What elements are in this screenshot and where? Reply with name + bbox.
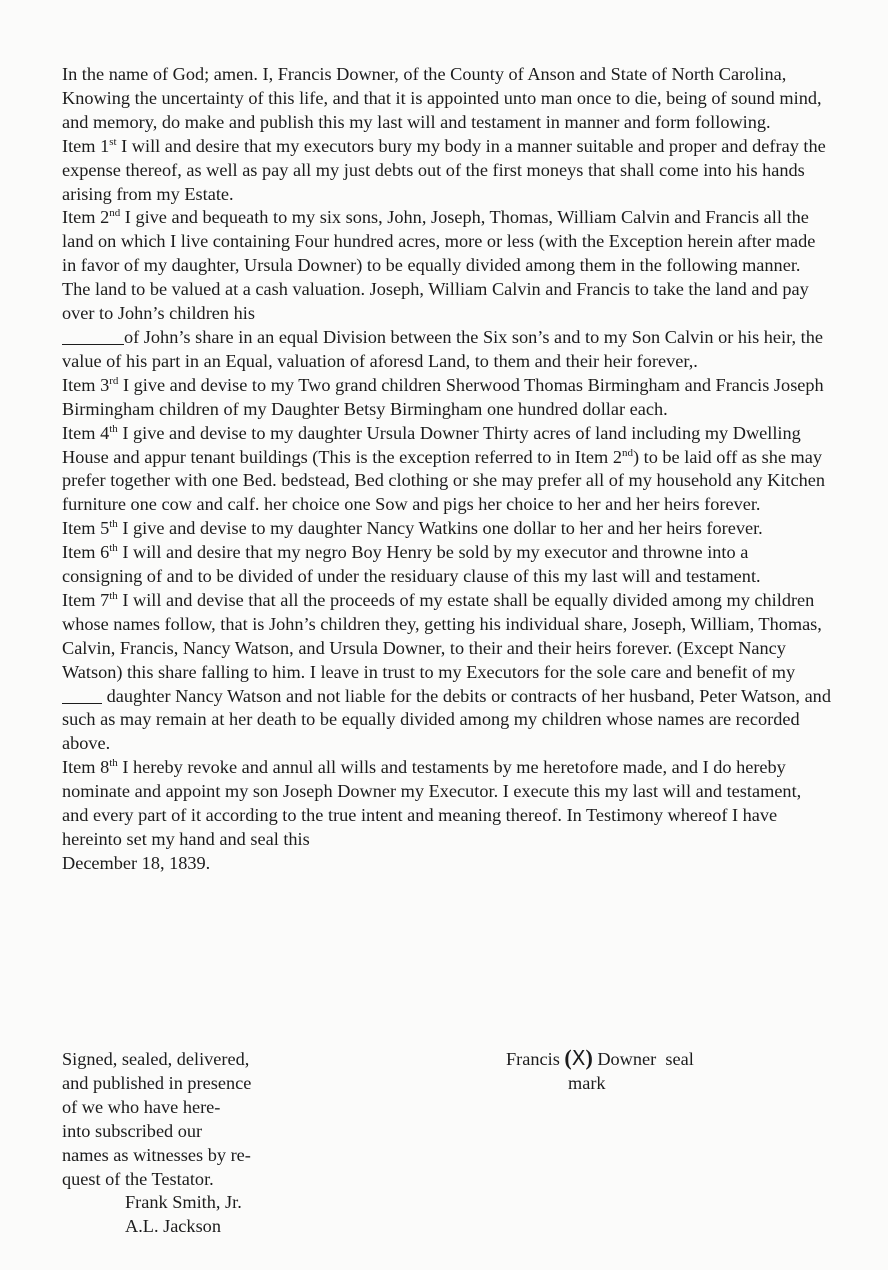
mark-open-paren: (: [564, 1045, 572, 1070]
paragraph-item-1: Item 1st I will and desire that my executors bury my body in a manner suitable and proper and defray the expense thereof, as well as pay all my just debts out of the first moneys that shall come into his hands arising from my Estate.: [62, 135, 826, 204]
witness-line: into subscribed our: [62, 1120, 203, 1141]
signature-line: Francis (X) Downer seal: [506, 1045, 694, 1070]
signature-block: [506, 1046, 806, 1096]
witness-name: A.L. Jackson: [125, 1216, 221, 1237]
mark-close-paren: ): [585, 1045, 593, 1070]
mark-label: mark: [568, 1072, 606, 1093]
paragraph-item-6: Item 6th I will and desire that my negro Boy Henry be sold by my executor and throwne into a consigning of and to be divided of under the residuary clause of this my last will and testament.: [62, 542, 761, 587]
blank-line: [62, 688, 102, 704]
paragraph-item-2: Item 2nd I give and bequeath to my six sons, John, Joseph, Thomas, William Calvin and Francis all the land on which I live containing Four hundred acres, more or less (with the Exception herein after made in favor of my daughter, Ursula Downer) to be equally divided among them in the following manner. The land to be valued at a cash valuation. Joseph, William Calvin and Francis to take the land and pay over to John’s children his of John’s share in an equal Division between the Six son’s and to my Son Calvin or his heir, the value of his part in an Equal, valuation of aforesd Land, to them and their heir forever,.: [62, 207, 823, 371]
paragraph-item-4: Item 4th I give and devise to my daughter Ursula Downer Thirty acres of land including my Dwelling House and appur tenant buildings (This is the exception referred to in Item 2nd) to be laid off as she may prefer together with one Bed. bedstead, Bed clothing or she may prefer all of my household any Kitchen furniture one cow and calf. her choice one Sow and pigs her choice to her and her heirs forever.: [62, 422, 826, 515]
witness-block: [62, 1048, 322, 1239]
witness-line: of we who have here-: [62, 1096, 221, 1117]
witness-line: quest of the Testator.: [62, 1168, 214, 1189]
witness-line: Signed, sealed, delivered,: [62, 1049, 250, 1069]
will-body: [62, 63, 832, 876]
witness-name: Frank Smith, Jr.: [125, 1192, 242, 1213]
will-date: December 18, 1839.: [62, 852, 211, 873]
paragraph-item-8: Item 8th I hereby revoke and annul all wills and testaments by me heretofore made, and I do hereby nominate and appoint my son Joseph Downer my Executor. I execute this my last will and testament, and every part of it according to the true intent and meaning thereof. In Testimony whereof I have hereinto set my hand and seal this: [62, 757, 802, 849]
paragraph-intro: In the name of God; amen. I, Francis Downer, of the County of Anson and State of North Carolina, Knowing the uncertainty of this life, and that it is appointed unto man once to die, being of sound mind, and memory, do make and publish this my last will and testament in manner and form following.: [62, 64, 822, 132]
paragraph-item-5: Item 5th I give and devise to my daughter Nancy Watkins one dollar to her and her heirs forever.: [62, 518, 763, 539]
paragraph-item-7: Item 7th I will and devise that all the proceeds of my estate shall be equally divided among my children whose names follow, that is John’s children they, getting his individual share, Joseph, William, Thomas, Calvin, Francis, Nancy Watson, and Ursula Downer, to their and their heirs forever. (Except Nancy Watson) this share falling to him. I leave in trust to my Executors for the sole care and benefit of my daughter Nancy Watson and not liable for the debits or contracts of her husband, Peter Watson, and such as may remain at her death to be equally divided among my children whose names are recorded above.: [62, 589, 831, 754]
witness-line: and published in presence: [62, 1072, 252, 1093]
paragraph-item-3: Item 3rd I give and devise to my Two grand children Sherwood Thomas Birmingham and Francis Joseph Birmingham children of my Daughter Betsy Birmingham one hundred dollar each.: [62, 374, 824, 419]
blank-line: [62, 329, 124, 345]
x-mark: X: [571, 1046, 586, 1070]
witness-line: names as witnesses by re-: [62, 1144, 251, 1165]
